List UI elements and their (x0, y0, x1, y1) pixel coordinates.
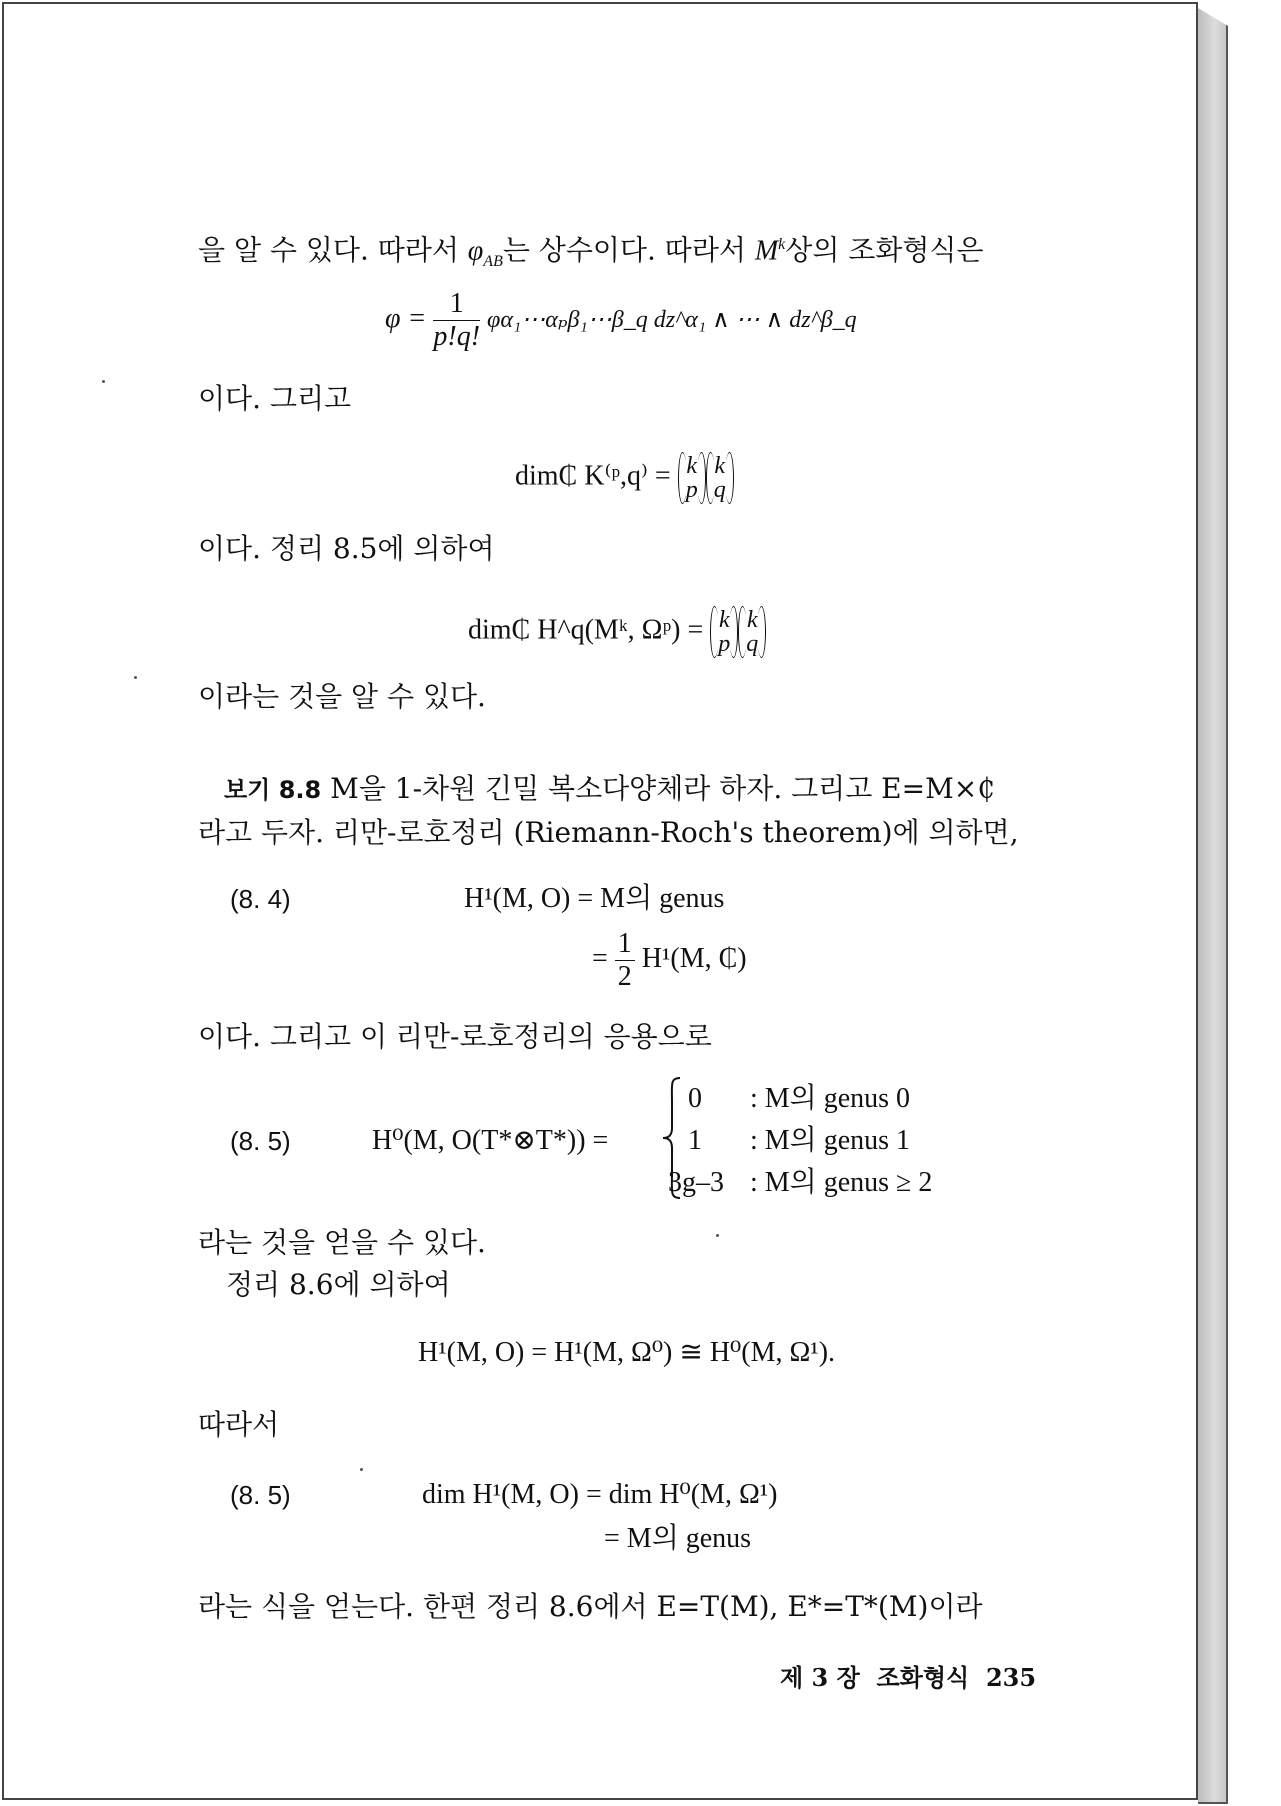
text-line-6: 라는 것을 얻을 수 있다. (198, 1226, 486, 1259)
equation-genus-line-2: = M의 genus (604, 1523, 752, 1554)
example-label: 보기 8.8 (224, 776, 322, 804)
page-number: 235 (985, 1663, 1037, 1692)
text-line-3: 이다. 정리 8.5에 의하여 (198, 532, 495, 565)
speck (716, 1234, 719, 1237)
text-line-9: 라는 식을 얻는다. 한편 정리 8.6에서 E=T(M), E*=T*(M)이라 (198, 1590, 983, 1623)
equation-number-8-5-second: (8. 5) (230, 1480, 291, 1510)
speck (360, 1468, 363, 1471)
case-row-1: 0 : M의 genus 0 (688, 1083, 911, 1114)
case-row-3: 3g–3 : M의 genus ≥ 2 (668, 1167, 933, 1198)
speck (134, 676, 137, 679)
equation-8-4-line-2: = $\frac{1}{2}$ H¹(M, ₵) (592, 928, 747, 992)
running-footer (780, 1658, 1036, 1693)
text-line-1: 을 알 수 있다. 따라서 $\varphi_{AB}$는 상수이다. 따라서 $M^k$상의 조화형식은 (198, 233, 984, 270)
equation-8-4-line-1: H¹(M, O) = M의 genus (464, 883, 725, 914)
equation-number-8-4: (8. 4) (230, 884, 291, 914)
equation-genus-line-1: dim H¹(M, O) = dim H⁰(M, Ω¹) (422, 1479, 778, 1510)
case-row-2: 1 : M의 genus 1 (688, 1125, 911, 1156)
text-line-4: 이라는 것을 알 수 있다. (198, 680, 486, 713)
text-line-8: 따라서 (198, 1408, 280, 1441)
equation-dim-H: dim₵ H^q(Mᵏ, Ωᵖ) = k p k q (468, 608, 766, 656)
equation-harmonic-form: φ = $\frac{1}{p!q!}$ φα₁⋯αₚβ₁⋯β_q dz^α₁ ∧ ⋯ ∧ dz^β_q (385, 288, 857, 352)
text-line-2: 이다. 그리고 (198, 382, 352, 415)
page-stack-edge (1198, 8, 1228, 1804)
example-line-2: 라고 두자. 리만-로호정리 (Riemann-Roch's theorem)에 의하면, (198, 816, 1019, 849)
text-line-7: 정리 8.6에 의하여 (226, 1268, 451, 1301)
example-line-1: 보기 8.8 M을 1-차원 긴밀 복소다양체라 하자. 그리고 E=M×₵ (224, 772, 996, 805)
equation-dim-K: dim₵ K⁽ᵖ,q⁾ = k p k q (515, 454, 734, 502)
text-line-5: 이다. 그리고 이 리만-로호정리의 응용으로 (198, 1020, 712, 1053)
equation-number-8-5: (8. 5) (230, 1126, 291, 1156)
speck (102, 380, 105, 383)
footer-chapter: 제 3 장 (780, 1663, 860, 1692)
equation-isomorphism: H¹(M, O) = H¹(M, Ω⁰) ≅ H⁰(M, Ω¹). (418, 1337, 836, 1368)
equation-8-5-lhs: H⁰(M, O(T*⊗T*)) = (372, 1125, 609, 1156)
footer-section: 조화형식 (876, 1663, 970, 1692)
